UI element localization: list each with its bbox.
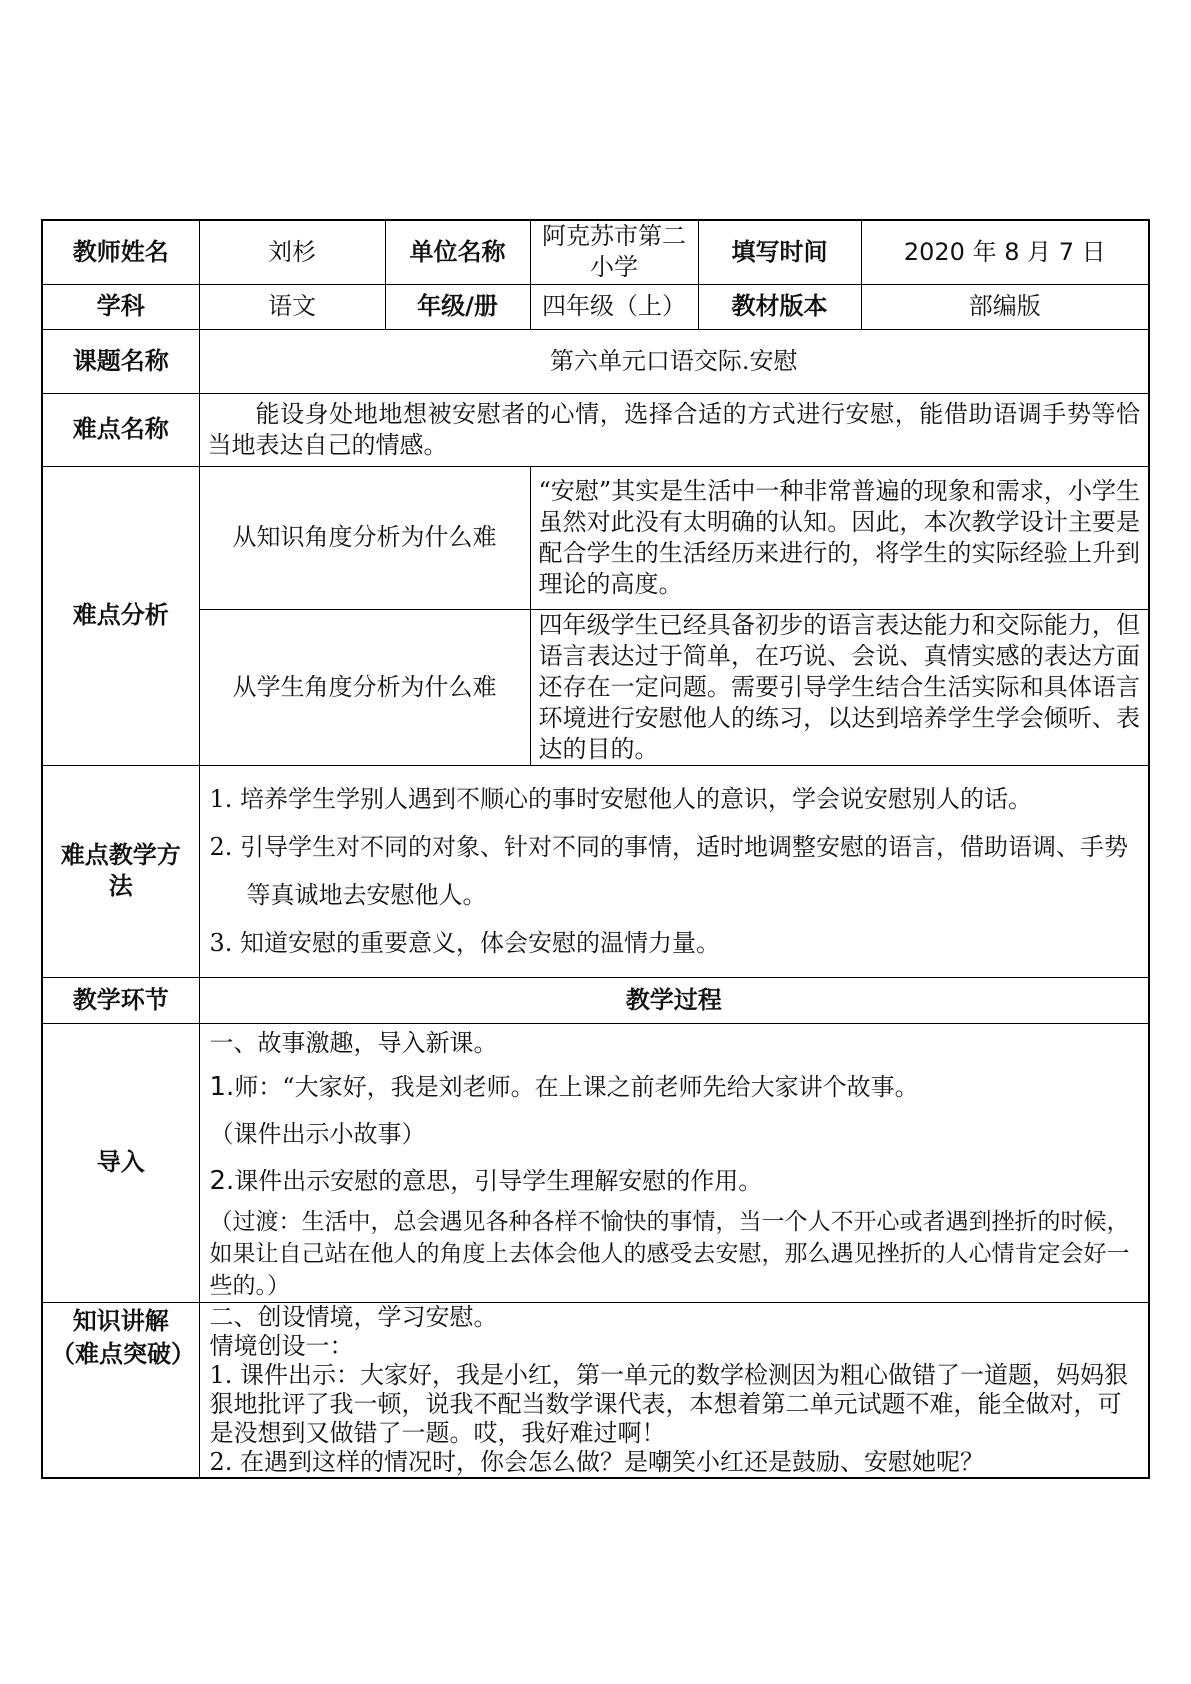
- knowledge-angle-text: “安慰”其实是生活中一种非常普遍的现象和需求，小学生虽然对此没有太明确的认知。因此，本次教学设计主要是配合学生的生活经历来进行的，将学生的实际经验上升到理论的高度。: [530, 466, 1149, 609]
- knowledge-item-2: 2. 在遇到这样的情况时，你会怎么做？是嘲笑小红还是鼓励、安慰她呢？: [209, 1447, 985, 1476]
- intro-step-2: [210, 1156, 1139, 1206]
- intro-step-2-number: 2.: [209, 1165, 235, 1196]
- knowledge-heading: 二、创设情境，学习安慰。: [209, 1302, 498, 1331]
- topic-label: 课题名称: [42, 329, 199, 393]
- grade-label: 年级/册: [385, 284, 530, 329]
- analysis-row-student: [42, 609, 1149, 765]
- student-angle-label: 从学生角度分析为什么难: [199, 609, 530, 765]
- method-item-2: 2. 引导学生对不同的对象、针对不同的事情，适时地调整安慰的语言，借助语调、手势等真诚地去安慰他人。: [209, 833, 1129, 909]
- method-item-1: 1. 培养学生学别人遇到不顺心的事时安慰他人的意识，学会说安慰别人的话。: [209, 785, 1033, 813]
- intro-transition: （过渡：生活中，总会遇见各种各样不愉快的事情，当一个人不开心或者遇到挫折的时候，如果让自己站在他人的角度上去体会他人的感受去安慰，那么遇见挫折的人心情肯定会好一些的。）: [209, 1208, 1130, 1299]
- unit-name-label: 单位名称: [385, 220, 530, 284]
- topic-row: [42, 329, 1149, 393]
- subject-value: 语文: [199, 284, 385, 329]
- student-angle-text: 四年级学生已经具备初步的语言表达能力和交际能力，但语言表达过于简单，在巧说、会说、真情实感的表达方面还存在一定问题。需要引导学生结合生活实际和具体语言环境进行安慰他人的练习，以达到培养学生学会倾听、表达的目的。: [530, 609, 1149, 765]
- difficulty-row: [42, 393, 1149, 466]
- intro-step-1-number: 1.: [209, 1071, 235, 1102]
- difficulty-label: 难点名称: [42, 393, 199, 466]
- method-content: [199, 765, 1149, 977]
- knowledge-scenario: 情境创设一：: [209, 1331, 354, 1360]
- teacher-name-label: 教师姓名: [42, 220, 199, 284]
- intro-step-1-text: 师：“大家好，我是刘老师。在上课之前老师先给大家讲个故事。: [234, 1072, 919, 1101]
- knowledge-label-line-1: 知识讲解: [72, 1306, 169, 1335]
- analysis-row-knowledge: [42, 466, 1149, 609]
- analysis-label: 难点分析: [42, 466, 199, 765]
- method-row: [42, 765, 1149, 977]
- knowledge-label-line-2: （难点突破）: [51, 1339, 195, 1368]
- stage-header: 教学环节: [42, 977, 199, 1023]
- process-header: 教学过程: [199, 977, 1149, 1023]
- knowledge-angle-label: 从知识角度分析为什么难: [199, 466, 530, 609]
- intro-step-1: [210, 1062, 1139, 1112]
- teacher-name-value: 刘杉: [199, 220, 385, 284]
- edition-label: 教材版本: [698, 284, 861, 329]
- process-header-row: [42, 977, 1149, 1023]
- edition-value: 部编版: [861, 284, 1149, 329]
- subject-label: 学科: [42, 284, 199, 329]
- knowledge-label: [42, 1302, 199, 1478]
- knowledge-item-1: 1. 课件出示：大家好，我是小红，第一单元的数学检测因为粗心做错了一道题，妈妈狠狠地批评了我一顿，说我不配当数学课代表，本想着第二单元试题不难，能全做对，可是没想到又做错了一题。哎，我好难过啊！: [209, 1360, 1129, 1447]
- intro-step-2-text: 课件出示安慰的意思，引导学生理解安慰的作用。: [234, 1166, 763, 1195]
- intro-courseware: （课件出示小故事）: [209, 1119, 426, 1148]
- grade-value: 四年级（上）: [530, 284, 698, 329]
- knowledge-row: [42, 1302, 1149, 1478]
- header-row-2: [42, 284, 1149, 329]
- fill-date-value: 2020 年 8 月 7 日: [861, 220, 1149, 284]
- topic-value: 第六单元口语交际.安慰: [199, 329, 1149, 393]
- fill-date-label: 填写时间: [698, 220, 861, 284]
- method-label: 难点教学方法: [42, 765, 199, 977]
- intro-content: [199, 1023, 1149, 1302]
- intro-label: 导入: [42, 1023, 199, 1302]
- unit-name-value: 阿克苏市第二小学: [530, 220, 698, 284]
- intro-heading: 一、故事激趣，导入新课。: [209, 1028, 498, 1057]
- lesson-plan-table: [41, 219, 1150, 1479]
- difficulty-value: 能设身处地地想被安慰者的心情，选择合适的方式进行安慰，能借助语调手势等恰当地表达自己的情感。: [199, 393, 1149, 466]
- knowledge-content: [199, 1302, 1149, 1478]
- header-row-1: [42, 220, 1149, 284]
- intro-row: [42, 1023, 1149, 1302]
- method-item-3: 3. 知道安慰的重要意义，体会安慰的温情力量。: [209, 929, 721, 957]
